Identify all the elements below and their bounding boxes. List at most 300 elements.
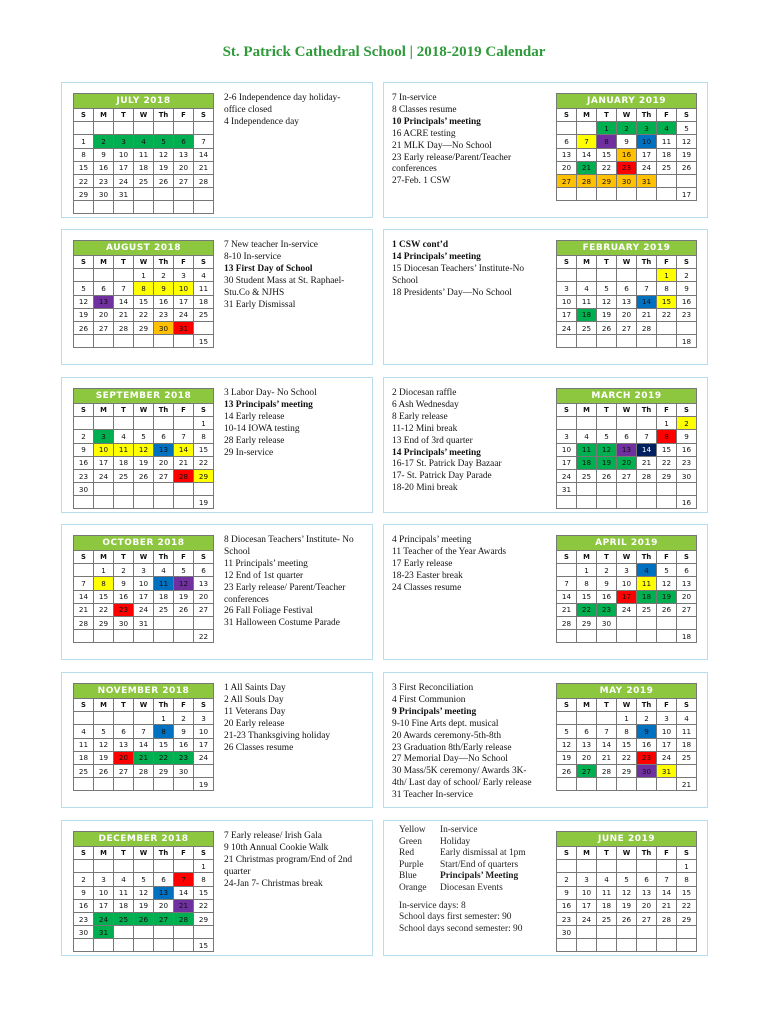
day-cell: 25 xyxy=(637,603,657,616)
event-line: 13 First Day of School xyxy=(224,263,313,274)
note-blank xyxy=(74,939,94,952)
day-cell xyxy=(577,122,597,135)
day-cell: 6 xyxy=(577,725,597,738)
inservice-days: In-service days: 8 xyxy=(399,900,466,911)
day-cell: 20 xyxy=(577,751,597,764)
day-cell: 3 xyxy=(194,712,214,725)
day-cell xyxy=(557,269,577,282)
day-cell: 19 xyxy=(94,751,114,764)
day-cell: 3 xyxy=(94,430,114,443)
day-cell: 17 xyxy=(657,738,677,751)
events-september-2018 xyxy=(224,388,317,459)
weekday-label: F xyxy=(174,551,194,564)
day-cell: 23 xyxy=(154,308,174,321)
day-cell xyxy=(617,483,637,496)
day-cell: 6 xyxy=(677,564,697,577)
weekday-label: T xyxy=(114,109,134,122)
day-cell: 26 xyxy=(134,469,154,482)
weekday-label: S xyxy=(194,256,214,269)
day-cell: 28 xyxy=(194,174,214,187)
day-cell xyxy=(94,269,114,282)
day-cell: 26 xyxy=(677,161,697,174)
school-days-count xyxy=(677,939,697,952)
event-line: 23 Early release/Parent/Teacher xyxy=(392,152,512,163)
day-cell: 13 xyxy=(154,886,174,899)
day-cell xyxy=(134,483,154,496)
day-cell: 26 xyxy=(174,603,194,616)
weekday-label: W xyxy=(617,404,637,417)
note-blank xyxy=(154,939,174,952)
day-cell: 8 xyxy=(194,430,214,443)
event-line: 3 Labor Day- No School xyxy=(224,388,317,398)
day-cell: 18 xyxy=(677,738,697,751)
day-cell: 31 xyxy=(174,321,194,334)
calendar-october-2018 xyxy=(73,535,214,643)
day-cell xyxy=(557,564,577,577)
day-cell: 16 xyxy=(94,161,114,174)
day-cell: 30 xyxy=(74,926,94,939)
panel-december-2018 xyxy=(61,820,373,956)
day-cell: 23 xyxy=(677,456,697,469)
event-line: 10 Principals’ meeting xyxy=(392,116,481,127)
day-cell: 15 xyxy=(657,443,677,456)
day-cell: 29 xyxy=(194,912,214,925)
calendar-march-2019 xyxy=(556,388,697,509)
weekday-label: S xyxy=(677,847,697,860)
note-blank xyxy=(154,630,174,643)
day-cell: 8 xyxy=(677,873,697,886)
day-cell: 24 xyxy=(637,161,657,174)
day-cell xyxy=(557,860,577,873)
day-cell xyxy=(657,616,677,629)
note-blank xyxy=(114,778,134,791)
month-header: SEPTEMBER 2018 xyxy=(74,389,214,404)
legend-value: Early dismissal at 1pm xyxy=(440,848,526,859)
day-cell: 19 xyxy=(597,308,617,321)
day-cell: 21 xyxy=(174,899,194,912)
day-cell: 2 xyxy=(154,269,174,282)
day-cell: 27 xyxy=(194,603,214,616)
weekday-label: S xyxy=(677,551,697,564)
day-cell: 11 xyxy=(597,886,617,899)
day-cell xyxy=(677,926,697,939)
day-cell xyxy=(657,926,677,939)
event-line: 13 End of 3rd quarter xyxy=(392,435,473,446)
note-blank xyxy=(557,335,577,348)
note-blank xyxy=(557,188,577,201)
weekday-label: T xyxy=(597,699,617,712)
day-cell: 27 xyxy=(174,174,194,187)
day-cell: 2 xyxy=(114,564,134,577)
day-cell: 15 xyxy=(677,886,697,899)
school-days-count: 19 xyxy=(194,496,214,509)
event-line: 28 Early release xyxy=(224,435,285,446)
weekday-label: Th xyxy=(154,699,174,712)
event-line: 16-17 St. Patrick Day Bazaar xyxy=(392,459,502,470)
note-blank xyxy=(74,335,94,348)
day-cell: 9 xyxy=(94,148,114,161)
weekday-label: M xyxy=(94,847,114,860)
note-blank xyxy=(617,188,637,201)
note-blank xyxy=(597,188,617,201)
day-cell: 1 xyxy=(194,417,214,430)
events-october-2018 xyxy=(224,535,354,630)
weekday-label: M xyxy=(94,404,114,417)
calendar-february-2019 xyxy=(556,240,697,348)
day-cell: 9 xyxy=(677,282,697,295)
day-cell: 10 xyxy=(174,282,194,295)
day-cell: 16 xyxy=(677,295,697,308)
day-cell: 3 xyxy=(557,282,577,295)
day-cell: 29 xyxy=(154,764,174,777)
note-blank xyxy=(577,939,597,952)
day-cell: 12 xyxy=(134,443,154,456)
event-line: 18 Presidents’ Day—No School xyxy=(392,287,512,298)
day-cell: 25 xyxy=(114,912,134,925)
day-cell: 26 xyxy=(617,912,637,925)
day-cell: 2 xyxy=(677,269,697,282)
event-line: 23 Graduation 8th/Early release xyxy=(392,742,512,753)
day-cell: 7 xyxy=(577,135,597,148)
day-cell: 29 xyxy=(74,188,94,201)
note-blank xyxy=(114,335,134,348)
day-cell: 7 xyxy=(74,577,94,590)
day-cell: 28 xyxy=(114,321,134,334)
day-cell: 9 xyxy=(557,886,577,899)
day-cell xyxy=(597,712,617,725)
weekday-label: F xyxy=(657,551,677,564)
weekday-label: F xyxy=(174,699,194,712)
event-line: 11-12 Mini break xyxy=(392,423,458,434)
day-cell: 7 xyxy=(134,725,154,738)
note-blank xyxy=(657,630,677,643)
event-line: 29 In-service xyxy=(224,447,274,458)
day-cell: 18 xyxy=(154,590,174,603)
note-blank xyxy=(657,335,677,348)
day-cell: 14 xyxy=(114,295,134,308)
day-cell: 5 xyxy=(617,873,637,886)
day-cell xyxy=(114,860,134,873)
day-cell: 7 xyxy=(637,282,657,295)
day-cell: 17 xyxy=(557,456,577,469)
day-cell: 12 xyxy=(94,738,114,751)
day-cell: 20 xyxy=(617,308,637,321)
day-cell: 28 xyxy=(174,469,194,482)
day-cell: 5 xyxy=(597,430,617,443)
day-cell: 24 xyxy=(557,321,577,334)
event-line: 11 Teacher of the Year Awards xyxy=(392,546,507,557)
weekday-label: T xyxy=(597,404,617,417)
day-cell: 23 xyxy=(94,174,114,187)
day-cell: 1 xyxy=(617,712,637,725)
day-cell: 26 xyxy=(134,912,154,925)
day-cell: 20 xyxy=(194,590,214,603)
day-cell: 26 xyxy=(94,764,114,777)
day-cell xyxy=(194,483,214,496)
day-cell: 6 xyxy=(194,564,214,577)
day-cell xyxy=(74,122,94,135)
day-cell: 24 xyxy=(94,469,114,482)
weekday-label: F xyxy=(657,256,677,269)
day-cell: 18 xyxy=(597,899,617,912)
day-cell: 21 xyxy=(597,751,617,764)
day-cell: 24 xyxy=(94,912,114,925)
day-cell xyxy=(134,417,154,430)
day-cell: 25 xyxy=(194,308,214,321)
day-cell: 23 xyxy=(677,308,697,321)
day-cell: 11 xyxy=(154,577,174,590)
day-cell xyxy=(637,860,657,873)
day-cell: 18 xyxy=(134,161,154,174)
note-blank xyxy=(94,201,114,214)
day-cell: 1 xyxy=(677,860,697,873)
weekday-label: M xyxy=(94,551,114,564)
day-cell: 21 xyxy=(74,603,94,616)
day-cell: 12 xyxy=(154,148,174,161)
day-cell: 9 xyxy=(74,886,94,899)
day-cell: 9 xyxy=(174,725,194,738)
day-cell: 17 xyxy=(94,899,114,912)
day-cell: 7 xyxy=(174,430,194,443)
event-line: 1 CSW cont’d xyxy=(392,240,449,250)
legend-item xyxy=(399,883,526,895)
note-blank xyxy=(74,201,94,214)
day-cell xyxy=(597,269,617,282)
day-cell: 19 xyxy=(174,590,194,603)
events-july-2018 xyxy=(224,93,340,129)
event-line: 24-Jan 7- Christmas break xyxy=(224,878,323,889)
legend-value: Holiday xyxy=(440,836,471,847)
day-cell: 15 xyxy=(154,738,174,751)
panel-september-2018 xyxy=(61,377,373,513)
note-blank xyxy=(174,496,194,509)
panel-february-2019 xyxy=(383,229,708,365)
weekday-label: T xyxy=(114,847,134,860)
day-cell: 5 xyxy=(74,282,94,295)
day-cell: 20 xyxy=(617,456,637,469)
event-line: 9 10th Annual Cookie Walk xyxy=(224,842,329,853)
day-cell xyxy=(74,269,94,282)
weekday-label: W xyxy=(134,699,154,712)
weekday-label: F xyxy=(657,404,677,417)
event-line: 20 Early release xyxy=(224,718,285,729)
day-cell: 26 xyxy=(154,174,174,187)
day-cell: 16 xyxy=(557,899,577,912)
day-cell: 19 xyxy=(617,899,637,912)
day-cell: 14 xyxy=(174,443,194,456)
day-cell: 4 xyxy=(597,873,617,886)
school-days-count: 17 xyxy=(677,188,697,201)
note-blank xyxy=(597,496,617,509)
month-header: APRIL 2019 xyxy=(557,536,697,551)
month-header: FEBRUARY 2019 xyxy=(557,241,697,256)
day-cell: 30 xyxy=(74,483,94,496)
day-cell xyxy=(74,564,94,577)
note-blank xyxy=(114,630,134,643)
day-cell xyxy=(577,926,597,939)
weekday-label: M xyxy=(577,256,597,269)
weekday-label: F xyxy=(657,847,677,860)
day-cell: 27 xyxy=(154,469,174,482)
day-cell xyxy=(174,860,194,873)
event-line: 30 Student Mass at St. Raphael- xyxy=(224,275,345,286)
day-cell xyxy=(194,616,214,629)
day-cell: 1 xyxy=(154,712,174,725)
weekday-label: S xyxy=(74,404,94,417)
note-blank xyxy=(154,201,174,214)
day-cell xyxy=(94,417,114,430)
day-cell: 3 xyxy=(174,269,194,282)
day-cell: 11 xyxy=(657,135,677,148)
event-line: 9 Principals’ meeting xyxy=(392,706,477,717)
event-line: 17- St. Patrick Day Parade xyxy=(392,471,492,482)
day-cell: 22 xyxy=(657,456,677,469)
day-cell: 29 xyxy=(194,469,214,482)
day-cell: 30 xyxy=(597,616,617,629)
day-cell: 30 xyxy=(114,616,134,629)
day-cell xyxy=(134,122,154,135)
day-cell: 18 xyxy=(637,590,657,603)
day-cell: 3 xyxy=(637,122,657,135)
day-cell xyxy=(637,616,657,629)
weekday-label: W xyxy=(134,404,154,417)
day-cell: 2 xyxy=(597,564,617,577)
event-line: 14 Early release xyxy=(224,411,285,422)
day-cell: 22 xyxy=(94,603,114,616)
day-cell: 17 xyxy=(557,308,577,321)
day-cell: 23 xyxy=(174,751,194,764)
panel-june-2019 xyxy=(383,820,708,956)
note-blank xyxy=(134,778,154,791)
day-cell: 17 xyxy=(114,161,134,174)
event-line: 23 Early release/ Parent/Teacher xyxy=(224,582,346,593)
day-cell xyxy=(597,417,617,430)
legend-key: Red xyxy=(399,848,415,859)
day-cell: 28 xyxy=(134,764,154,777)
weekday-label: T xyxy=(114,256,134,269)
day-cell: 6 xyxy=(557,135,577,148)
event-line: 20 Awards ceremony-5th-8th xyxy=(392,730,502,741)
event-line: 15 Diocesan Teachers’ Institute-No xyxy=(392,263,525,274)
events-march-2019 xyxy=(392,388,502,495)
panel-march-2019 xyxy=(383,377,708,513)
day-cell: 7 xyxy=(174,873,194,886)
month-header: AUGUST 2018 xyxy=(74,241,214,256)
day-cell xyxy=(617,417,637,430)
day-cell xyxy=(677,764,697,777)
note-blank xyxy=(134,335,154,348)
day-cell xyxy=(657,321,677,334)
day-cell xyxy=(577,860,597,873)
note-blank xyxy=(577,188,597,201)
day-cell xyxy=(617,926,637,939)
day-cell xyxy=(154,483,174,496)
day-cell: 21 xyxy=(637,456,657,469)
school-days-count: 18 xyxy=(677,335,697,348)
weekday-label: M xyxy=(94,256,114,269)
weekday-label: S xyxy=(557,404,577,417)
day-cell: 25 xyxy=(74,764,94,777)
day-cell: 24 xyxy=(174,308,194,321)
day-cell: 24 xyxy=(194,751,214,764)
day-cell: 27 xyxy=(94,321,114,334)
note-blank xyxy=(94,939,114,952)
second-semester-days: School days second semester: 90 xyxy=(399,923,523,934)
day-cell: 7 xyxy=(597,725,617,738)
day-cell: 10 xyxy=(114,148,134,161)
legend-key: Green xyxy=(399,836,422,847)
day-cell xyxy=(657,174,677,187)
day-cell: 17 xyxy=(94,456,114,469)
event-line: 10-14 IOWA testing xyxy=(224,423,300,434)
day-cell xyxy=(577,483,597,496)
day-cell: 16 xyxy=(74,899,94,912)
day-cell: 30 xyxy=(617,174,637,187)
day-cell xyxy=(134,712,154,725)
day-cell: 10 xyxy=(194,725,214,738)
calendar-april-2019 xyxy=(556,535,697,643)
weekday-label: M xyxy=(94,109,114,122)
month-header: NOVEMBER 2018 xyxy=(74,684,214,699)
day-cell xyxy=(557,122,577,135)
day-cell: 20 xyxy=(637,899,657,912)
panel-november-2018 xyxy=(61,672,373,808)
day-cell: 29 xyxy=(677,912,697,925)
day-cell: 27 xyxy=(154,912,174,925)
day-cell: 22 xyxy=(194,456,214,469)
day-cell: 23 xyxy=(557,912,577,925)
day-cell: 14 xyxy=(134,738,154,751)
day-cell: 7 xyxy=(657,873,677,886)
note-blank xyxy=(597,335,617,348)
day-cell: 15 xyxy=(194,443,214,456)
weekday-label: T xyxy=(597,551,617,564)
day-cell: 3 xyxy=(617,564,637,577)
day-cell: 4 xyxy=(74,725,94,738)
weekday-label: W xyxy=(134,551,154,564)
day-cell: 6 xyxy=(617,430,637,443)
day-cell: 23 xyxy=(597,603,617,616)
day-cell: 16 xyxy=(597,590,617,603)
events-february-2019 xyxy=(392,240,524,300)
note-blank xyxy=(134,630,154,643)
day-cell xyxy=(74,860,94,873)
day-cell: 11 xyxy=(74,738,94,751)
day-cell: 13 xyxy=(677,577,697,590)
day-cell xyxy=(174,188,194,201)
panel-august-2018 xyxy=(61,229,373,365)
note-blank xyxy=(114,201,134,214)
day-cell xyxy=(114,417,134,430)
day-cell: 1 xyxy=(134,269,154,282)
day-cell xyxy=(577,712,597,725)
day-cell: 10 xyxy=(134,577,154,590)
day-cell: 3 xyxy=(577,873,597,886)
day-cell: 2 xyxy=(677,417,697,430)
calendar-january-2019 xyxy=(556,93,697,201)
day-cell: 19 xyxy=(134,899,154,912)
weekday-label: S xyxy=(677,109,697,122)
day-cell: 15 xyxy=(74,161,94,174)
weekday-label: Th xyxy=(154,256,174,269)
event-line: 11 Principals’ meeting xyxy=(224,558,308,569)
day-cell: 28 xyxy=(637,321,657,334)
day-cell: 14 xyxy=(174,886,194,899)
month-header: MAY 2019 xyxy=(557,684,697,699)
day-cell: 20 xyxy=(677,590,697,603)
panel-may-2019 xyxy=(383,672,708,808)
event-line: 16 ACRE testing xyxy=(392,128,456,139)
